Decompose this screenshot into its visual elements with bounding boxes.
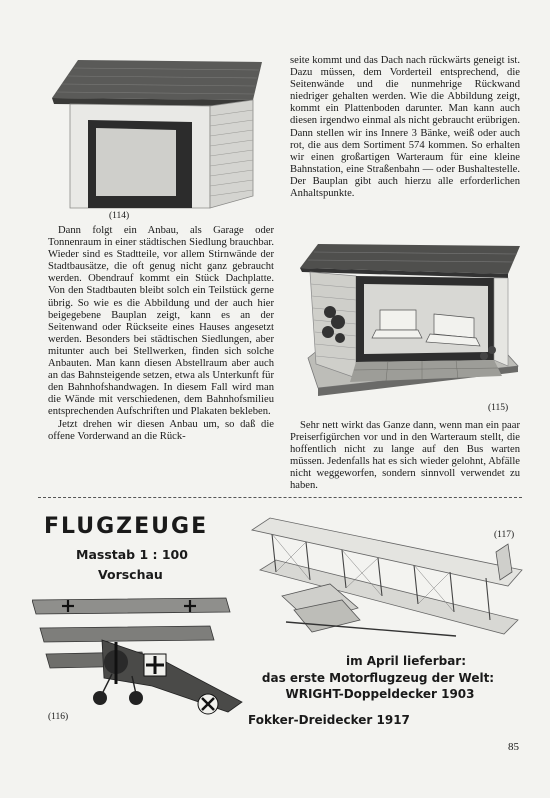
- advert-line-2: das erste Motorflugzeug der Welt:: [261, 671, 495, 685]
- right-paragraph-1: seite kommt und das Dach nach rückwärts geneigt ist. Dazu müssen, dem Vorderteil entsprechend, die Seitenwände und die nunmehrige Rückwand niedriger gehalten werden. Wie die Abbildung zeigt, kommt ein Plattenboden darunter. Man kann auch diesen irgendwo einmal als nicht gebraucht erübrigen. Dann stellen wir ins Innere 3 Bänke, weiß oder auch rot, die aus dem Sortiment 574 kommen. So erhalten wir einen großartigen Warteraum für eine kleine Bahnstation, eine Straßenbahn — oder Bushaltestelle. Der Bauplan gibt auch hierzu alle erforderlichen Anhaltspunkte.: [290, 55, 520, 200]
- right-paragraph-2: Sehr nett wirkt das Ganze dann, wenn man ein paar Preiserfigürchen vor und in den Warteraum stellt, die hoffentlich nicht zu lange auf den Bus warten müssen. Jedenfalls hat es sich wieder gelohnt, Abfälle nicht weggeworfen, sondern sinnvoll verwendet zu haben.: [290, 420, 520, 492]
- garage-annex-illustration: [48, 58, 266, 218]
- figure-116-caption: (116): [48, 712, 69, 722]
- advert-scale: Masstab 1 : 100: [76, 547, 188, 562]
- wright-biplane-illustration: [246, 512, 526, 650]
- advert-line-1: im April lieferbar:: [345, 654, 467, 668]
- page-number: 85: [508, 741, 519, 753]
- figure-115-caption: (115): [488, 403, 509, 413]
- section-divider: [38, 497, 522, 498]
- advert-fokker-label: Fokker-Dreidecker 1917: [248, 713, 410, 727]
- advert-title: FLUGZEUGE: [44, 514, 209, 539]
- figure-117-caption: (117): [494, 530, 515, 540]
- left-column-text: [48, 225, 274, 443]
- figure-114-caption: (114): [109, 211, 130, 221]
- advert-preview: Vorschau: [98, 567, 163, 582]
- waiting-shelter-illustration: [298, 238, 524, 400]
- right-column-text-bottom: [290, 420, 520, 493]
- right-column-text-top: [290, 55, 520, 200]
- left-paragraph-1: Dann folgt ein Anbau, als Garage oder Tonnenraum in einer städtischen Siedlung brauchbar. Wieder sind es Stadtteile, vor allem Stirnwände der Stadtbausätze, die oft genug nicht ganz gebraucht werden. Obendrauf kommt ein Stück Dachplatte. Von den Stadtbauten bleibt solch ein Teilstück gerne übrig. So wie es die Abbildung und der auch hier beigegebene Bauplan zeigt, kann es an der Seitenwand oder Rückseite eines Hauses angesetzt werden. Besonders bei städtischen Siedlungen, aber mitunter auch bei Stellwerken, finden sich solche Anbauten. Man kann diesen Abstellraum aber auch an das Bahnsteigende setzen, etwa als Unterkunft für den Bahnhofshandwagen. In diesem Fall wird man die Wände mit verschiedenen, dem Bahnhofsmilieu entsprechenden Aufschriften und Plakaten bekleben.: [48, 225, 274, 418]
- advert-line-3: WRIGHT-Doppeldecker 1903: [285, 687, 475, 701]
- left-paragraph-2: Jetzt drehen wir diesen Anbau um, so daß die offene Vorderwand an die Rück-: [48, 418, 274, 442]
- fokker-triplane-illustration: [32, 590, 246, 724]
